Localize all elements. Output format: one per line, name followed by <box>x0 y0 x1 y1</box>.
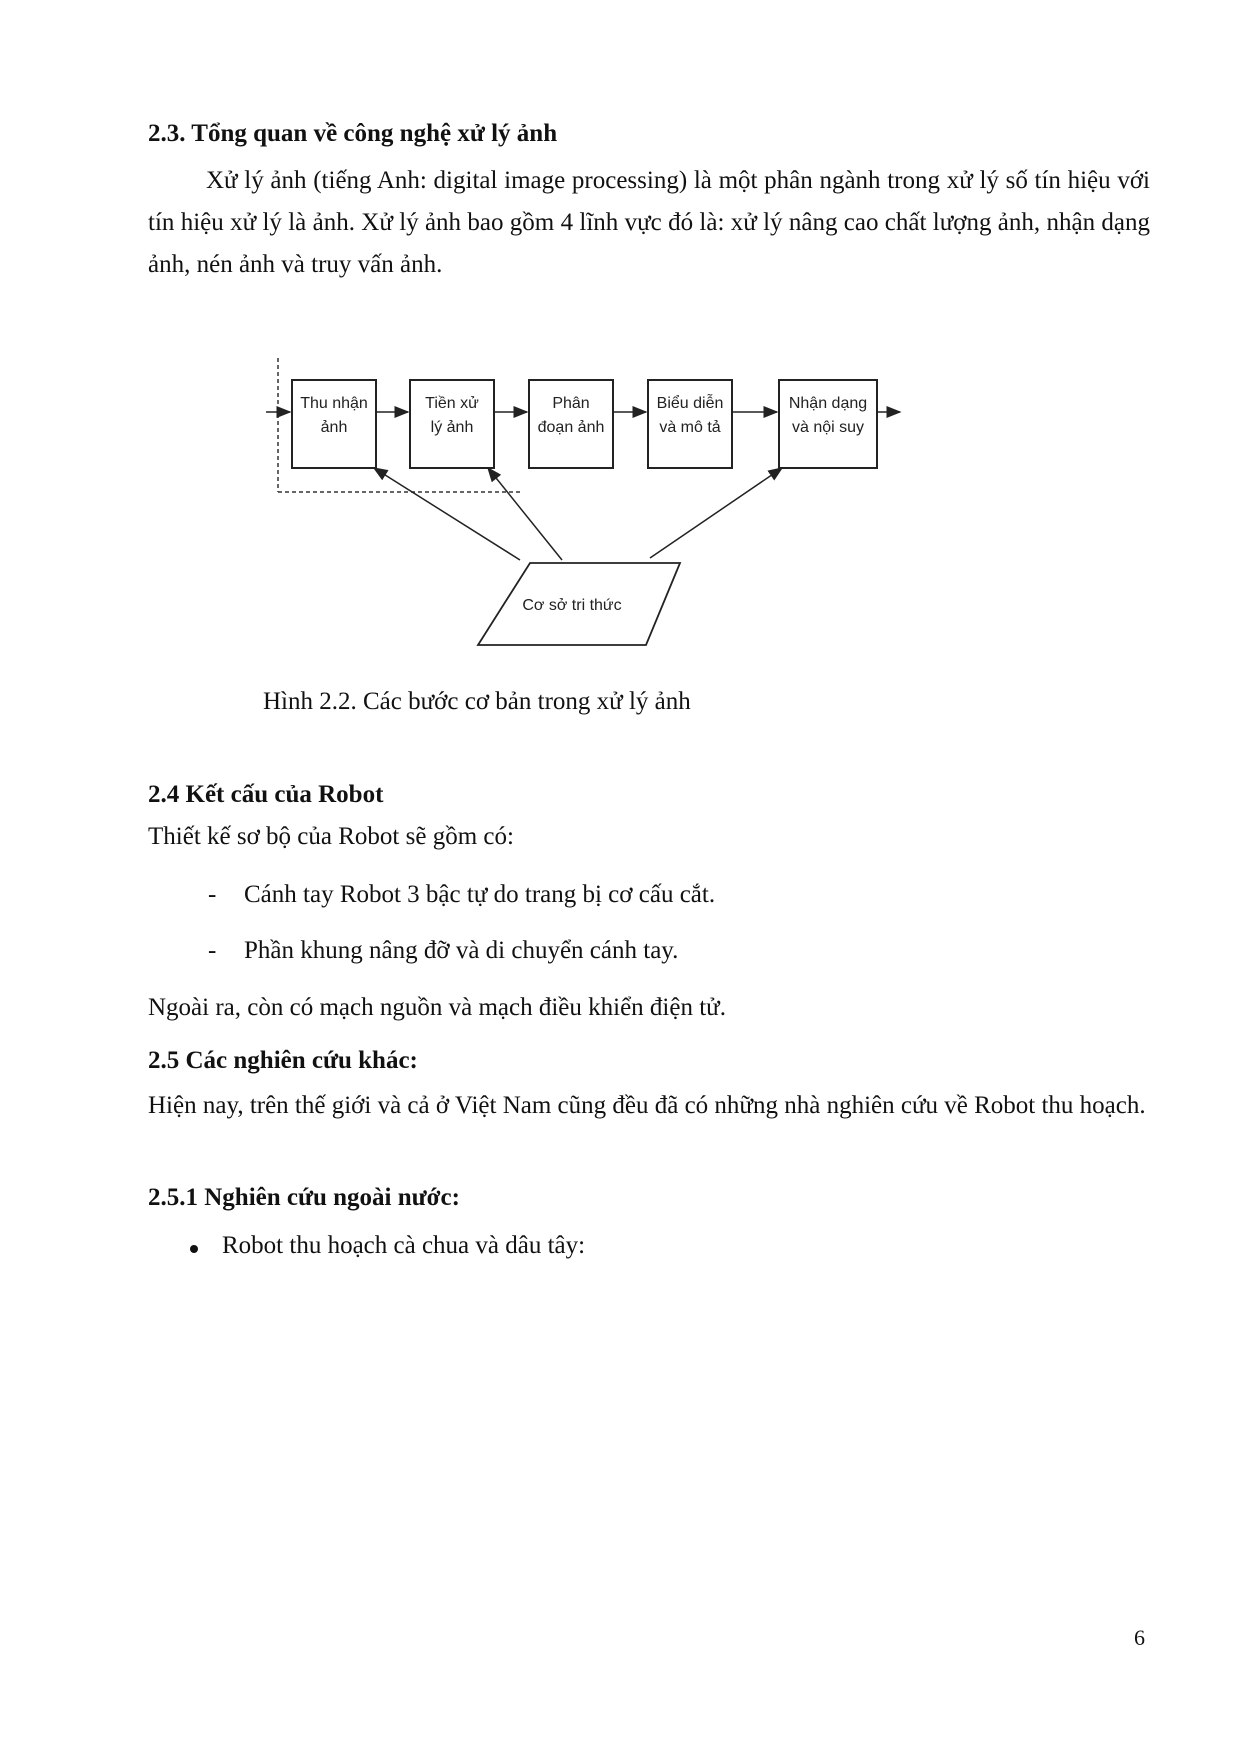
section-2-5-paragraph: Hiện nay, trên thế giới và cả ở Việt Nam cũng đều đã có những nhà nghiên cứu về Robot thu hoạch. <box>148 1092 1146 1119</box>
structure-item-2: Phần khung nâng đỡ và di chuyển cánh tay. <box>244 937 679 964</box>
arrow-kb-to-acquisition <box>374 468 520 560</box>
image-processing-diagram <box>0 0 1240 700</box>
box-2-line-2: lý ảnh <box>430 419 474 436</box>
bullet-dot-icon <box>190 1245 198 1253</box>
box-2-line-1: Tiền xử <box>425 395 479 412</box>
box-3-line-1: Phân <box>552 395 590 412</box>
section-2-4-intro: Thiết kế sơ bộ của Robot sẽ gồm có: <box>148 823 514 850</box>
structure-item-1: Cánh tay Robot 3 bậc tự do trang bị cơ cấu cắt. <box>244 881 716 908</box>
section-2-5-heading: 2.5 Các nghiên cứu khác: <box>148 1047 418 1074</box>
section-2-3-paragraph: Xử lý ảnh (tiếng Anh: digital image processing) là một phân ngành trong xử lý số tín hiệu với tín hiệu xử lý là ảnh. Xử lý ảnh bao gồm 4 lĩnh vực đó là: xử lý nâng cao chất lượng ảnh, nhận dạng ảnh, nén ảnh và truy vấn ảnh. <box>148 167 1150 278</box>
research-item-1: Robot thu hoạch cà chua và dâu tây: <box>222 1232 586 1259</box>
section-2-5-1-heading: 2.5.1 Nghiên cứu ngoài nước: <box>148 1184 460 1211</box>
box-4-line-2: và mô tả <box>659 419 721 436</box>
box-3-line-2: đoạn ảnh <box>537 419 605 436</box>
knowledge-base-label: Cơ sở tri thức <box>522 597 622 614</box>
box-1-line-2: ảnh <box>320 419 348 436</box>
box-4-line-1: Biểu diễn <box>656 395 724 412</box>
section-2-4-note: Ngoài ra, còn có mạch nguồn và mạch điều khiển điện tử. <box>148 994 726 1021</box>
box-1-line-1: Thu nhận <box>300 395 368 412</box>
section-2-4-heading: 2.4 Kết cấu của Robot <box>148 781 384 808</box>
arrow-kb-to-recognition <box>650 468 782 558</box>
page-number: 6 <box>1134 1625 1145 1650</box>
dash-bullet-1: - <box>208 881 217 908</box>
section-2-3-heading: 2.3. Tổng quan về công nghệ xử lý ảnh <box>148 120 558 147</box>
box-5-line-2: và nội suy <box>791 419 865 436</box>
box-5-line-1: Nhận dạng <box>788 395 868 412</box>
figure-caption: Hình 2.2. Các bước cơ bản trong xử lý ảnh <box>263 688 691 715</box>
dash-bullet-2: - <box>208 937 217 964</box>
